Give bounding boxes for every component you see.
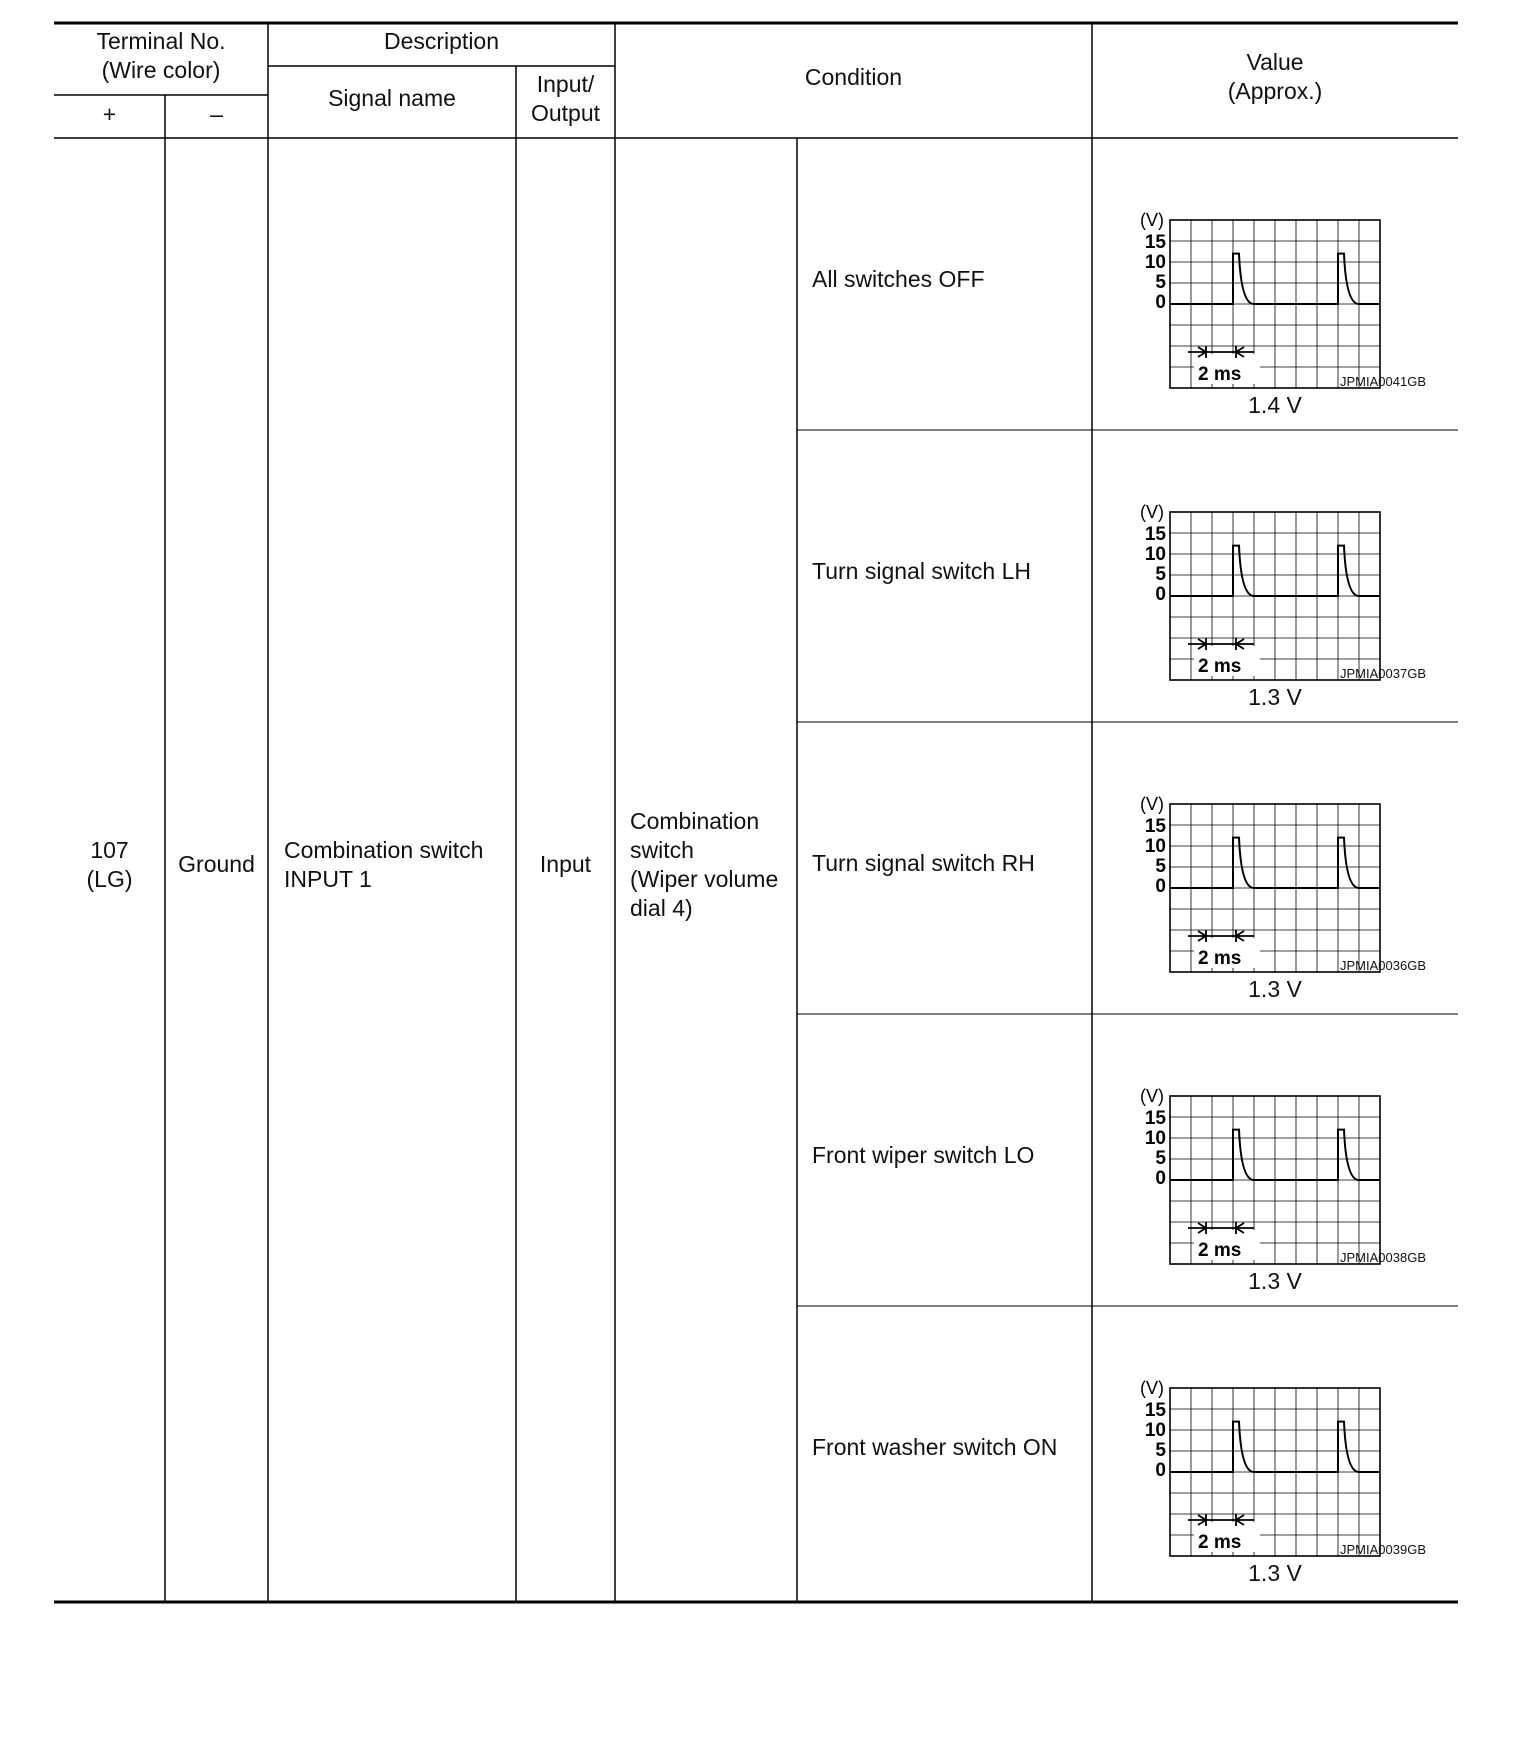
condition-line3: (Wiper volume: [630, 866, 779, 892]
figure-code-4: JPMIA0039GB: [1340, 1542, 1426, 1557]
sub-condition-0: All switches OFF: [812, 266, 985, 292]
header-condition: Condition: [804, 64, 903, 90]
sub-condition-4: Front washer switch ON: [812, 1434, 1058, 1460]
sub-condition-1: Turn signal switch LH: [812, 558, 1032, 584]
figure-code-1: JPMIA0037GB: [1340, 666, 1426, 681]
value-1: 1.3 V: [1248, 684, 1302, 710]
value-4: 1.3 V: [1248, 1560, 1302, 1586]
voltage-tick-label: 15: [1144, 1108, 1166, 1129]
figure-code-0: JPMIA0041GB: [1340, 374, 1426, 389]
value-0: 1.4 V: [1248, 392, 1302, 418]
header-plus: +: [102, 101, 117, 127]
condition-line1: Combination: [630, 808, 760, 834]
time-division-label: 2 ms: [1198, 1532, 1242, 1553]
header-approx: (Approx.): [1227, 78, 1323, 104]
voltage-tick-label: 5: [1155, 564, 1166, 585]
sub-condition-2: Turn signal switch RH: [812, 850, 1035, 876]
voltage-unit-label: (V): [1140, 210, 1164, 230]
voltage-tick-label: 15: [1144, 524, 1166, 545]
figure-code-3: JPMIA0038GB: [1340, 1250, 1426, 1265]
voltage-tick-label: 5: [1155, 272, 1166, 293]
signal-name-line1: Combination switch: [284, 837, 484, 863]
header-value: Value: [1246, 49, 1304, 75]
voltage-tick-label: 10: [1144, 252, 1166, 273]
voltage-unit-label: (V): [1140, 794, 1164, 814]
voltage-tick-label: 5: [1155, 1440, 1166, 1461]
terminal-minus: Ground: [178, 851, 255, 877]
voltage-tick-label: 10: [1144, 1128, 1166, 1149]
header-input-output-2: Output: [530, 100, 601, 126]
header-minus: –: [210, 101, 223, 127]
header-input-output-1: Input/: [536, 71, 595, 97]
voltage-tick-label: 15: [1144, 1400, 1166, 1421]
time-division-label: 2 ms: [1198, 948, 1242, 969]
signal-name-line2: INPUT 1: [284, 866, 372, 892]
voltage-unit-label: (V): [1140, 1378, 1164, 1398]
value-2: 1.3 V: [1248, 976, 1302, 1002]
voltage-unit-label: (V): [1140, 502, 1164, 522]
time-division-label: 2 ms: [1198, 656, 1242, 677]
header-wire-color: (Wire color): [101, 57, 221, 83]
voltage-tick-label: 15: [1144, 816, 1166, 837]
terminal-wire-color: (LG): [86, 866, 133, 892]
voltage-tick-label: 5: [1155, 856, 1166, 877]
header-terminal-no: Terminal No.: [96, 28, 226, 54]
voltage-tick-label: 10: [1144, 1420, 1166, 1441]
input-output-value: Input: [539, 851, 592, 877]
sub-condition-3: Front wiper switch LO: [812, 1142, 1035, 1168]
condition-line4: dial 4): [630, 895, 693, 921]
voltage-tick-label: 0: [1155, 292, 1166, 313]
voltage-tick-label: 10: [1144, 836, 1166, 857]
figure-code-2: JPMIA0036GB: [1340, 958, 1426, 973]
condition-line2: switch: [630, 837, 694, 863]
time-division-label: 2 ms: [1198, 1240, 1242, 1261]
value-3: 1.3 V: [1248, 1268, 1302, 1294]
voltage-tick-label: 0: [1155, 876, 1166, 897]
header-signal-name: Signal name: [328, 85, 456, 111]
voltage-tick-label: 15: [1144, 232, 1166, 253]
voltage-tick-label: 10: [1144, 544, 1166, 565]
time-division-label: 2 ms: [1198, 364, 1242, 385]
voltage-tick-label: 0: [1155, 1460, 1166, 1481]
voltage-tick-label: 5: [1155, 1148, 1166, 1169]
voltage-tick-label: 0: [1155, 584, 1166, 605]
voltage-unit-label: (V): [1140, 1086, 1164, 1106]
voltage-tick-label: 0: [1155, 1168, 1166, 1189]
terminal-plus: 107: [90, 837, 129, 863]
header-description: Description: [383, 28, 500, 54]
